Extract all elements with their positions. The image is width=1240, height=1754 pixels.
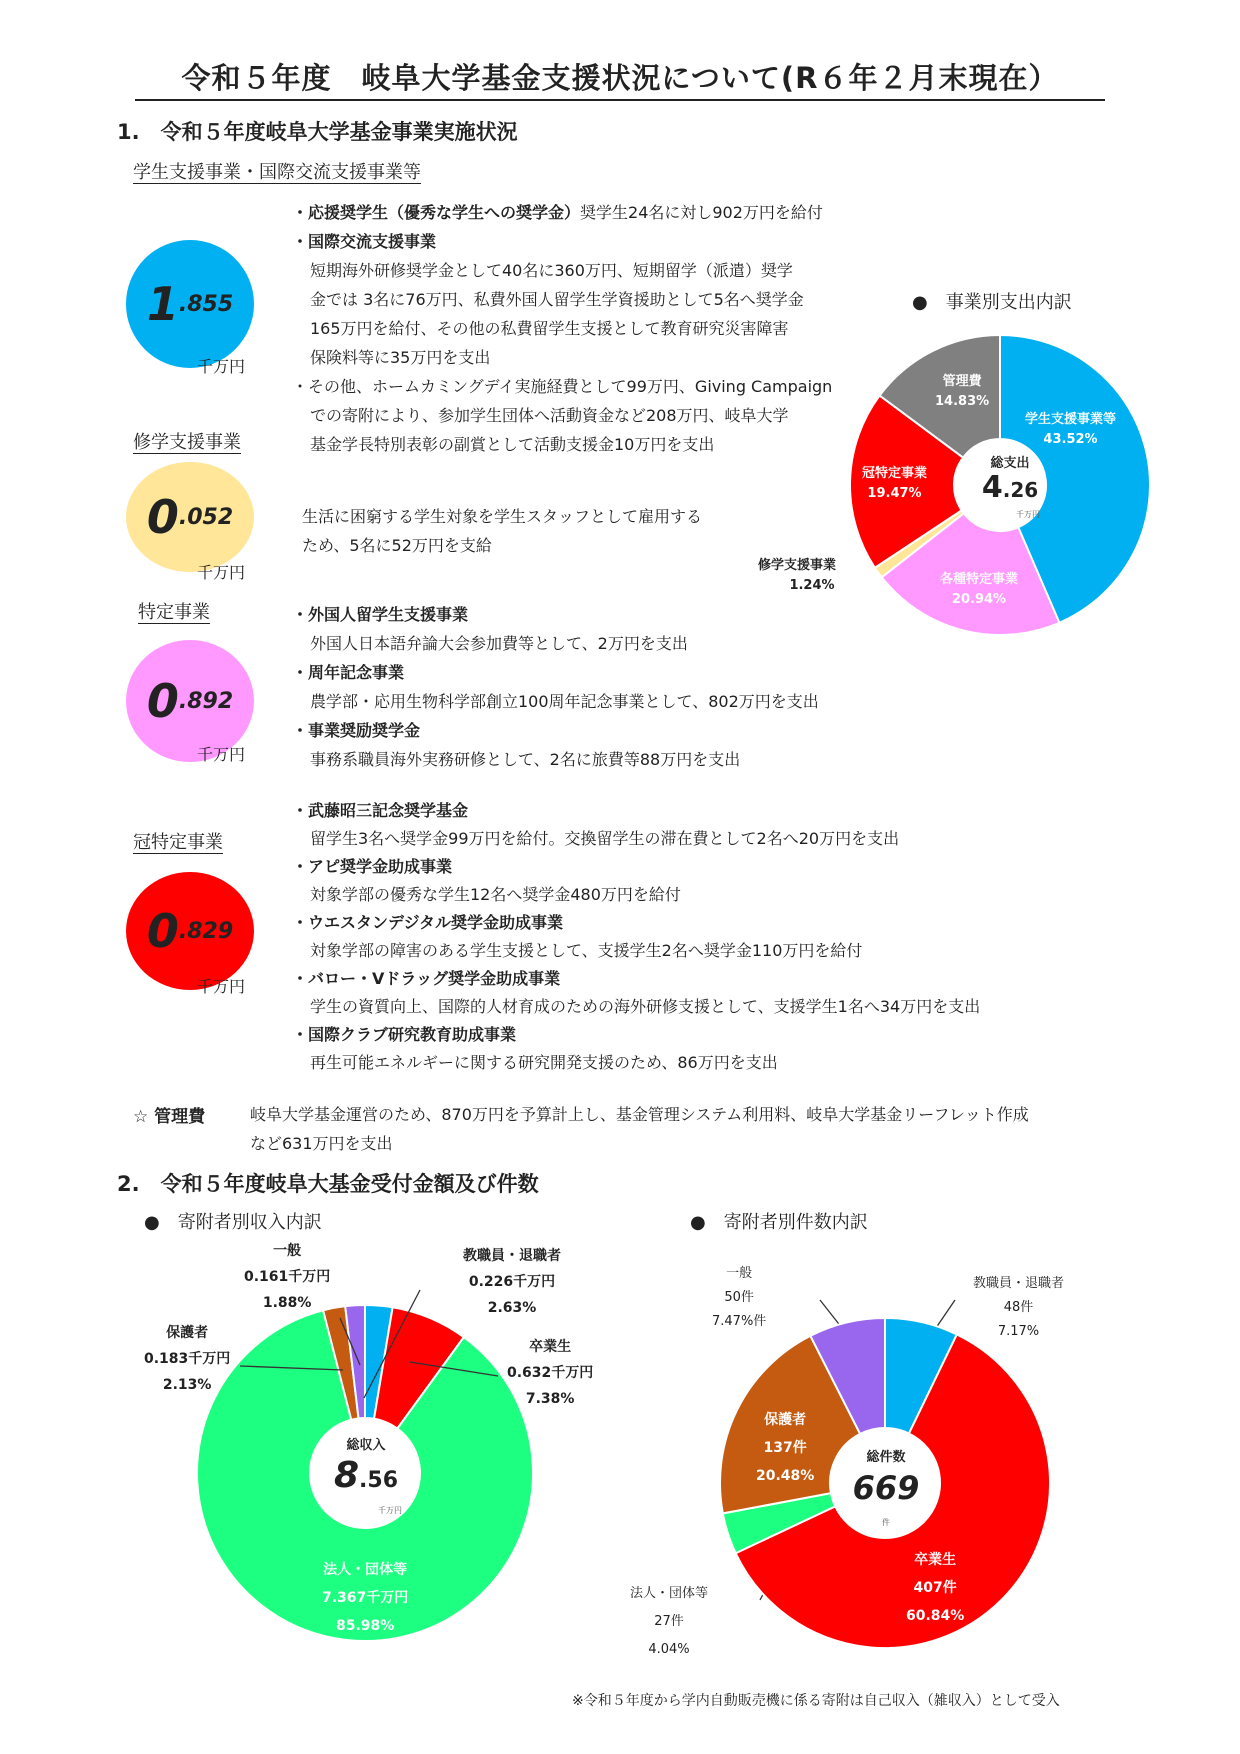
amount-unit: 千万円 [197,745,246,764]
section1-heading: 1. 令和５年度岐阜大学基金事業実施状況 [117,120,518,144]
chart-income-label-parents: 保護者 0.183千万円 2.13% [144,1325,231,1393]
chart-count-label-parents: 保護者 137件 20.48% [756,1412,815,1484]
detail-text: 165万円を給付、その他の私費留学生支援として教育研究災害障害 [310,319,789,338]
chart-expense-label-student: 学生支援事業等 43.52% [1025,412,1117,447]
chart-expense-label-admin: 管理費 14.83% [935,374,990,409]
specific-label: 特定事業 [138,602,210,623]
chart-expense-label-specific: 各種特定事業 20.94% [940,572,1019,607]
chart-income-label-alumni: 卒業生 0.632千万円 7.38% [507,1339,594,1407]
chart-count-label-general: 一般 50件 7.47%件 [712,1266,767,1329]
detail-text: 再生可能エネルギーに関する研究開発支援のため、86万円を支出 [310,1053,778,1072]
detail-heading: ・国際交流支援事業 [292,232,437,251]
chart-count-label-staff: 教職員・退職者 48件 7.17% [973,1276,1065,1339]
center-unit: 千万円 [378,1506,402,1515]
center-int: 669 [852,1469,920,1507]
detail-heading: ・国際クラブ研究教育助成事業 [292,1025,517,1044]
detail-heading: ・バロー・Vドラッグ奨学金助成事業 [292,969,561,988]
chart-expense-label-crown: 冠特定事業 19.47% [862,466,928,501]
chart-count-label-corp: 法人・団体等 27件 4.04% [630,1586,709,1657]
detail-text: 金では 3名に76万円、私費外国人留学生学資援助として5名へ奨学金 [310,290,804,309]
detail-heading: ・事業奨励奨学金 [292,721,421,740]
chart-income-center [316,1434,416,1516]
crown-label: 冠特定事業 [133,832,223,853]
amount-int: 0 [146,674,179,728]
detail-line: 生活に困窮する学生対象を学生スタッフとして雇用する [302,507,703,526]
detail-text: 対象学部の障害のある学生支援として、支援学生2名へ奨学金110万円を給付 [310,941,863,960]
amount-unit: 千万円 [197,357,246,376]
amount-dec: .052 [178,504,234,530]
chart-income-label-corp: 法人・団体等 7.367千万円 85.98% [322,1562,409,1634]
detail-text: 学生の資質向上、国際的人材育成のための海外研修支援として、支援学生1名へ34万円を支出 [310,997,981,1016]
center-unit: 件 [882,1518,890,1527]
center-int: 4 [981,470,1003,505]
detail-line: 岐阜大学基金運営のため、870万円を予算計上し、基金管理システム利用料、岐阜大学基金リーフレット作成 [250,1105,1029,1124]
page-title: 令和５年度 岐阜大学基金支援状況について(R６年２月末現在） [135,56,1105,101]
center-label: 総件数 [866,1450,906,1465]
center-label: 総収入 [346,1438,386,1453]
chart-count-title: ● 寄附者別件数内訳 [690,1212,868,1233]
detail-text: ・その他、ホームカミングデイ実施経費として99万円、Giving Campaign [292,377,833,396]
detail-text: 短期海外研修奨学金として40名に360万円、短期留学（派遣）奨学 [310,261,793,280]
amount-unit: 千万円 [197,977,246,996]
detail-line: など631万円を支出 [250,1134,393,1153]
detail-text: での寄附により、参加学生団体へ活動資金など208万円、岐阜大学 [310,406,789,425]
center-dec: .26 [1002,478,1039,502]
detail-text: 保険料等に35万円を支出 [310,348,491,367]
detail-heading: ・アピ奨学金助成事業 [292,857,453,876]
detail-text: 奨学生24名に対し902万円を給付 [580,203,823,222]
detail-text: 留学生3名へ奨学金99万円を給付。交換留学生の滞在費として2名へ20万円を支出 [310,829,900,848]
chart-expense-label-study: 修学支援事業 1.24% [758,558,837,593]
detail-text: 外国人日本語弁論大会参加費等として、2万円を支出 [310,634,688,653]
section2-heading: 2. 令和５年度岐阜大基金受付金額及び件数 [117,1172,539,1196]
amount-dec: .892 [178,688,234,714]
detail-heading: ・応援奨学生（優秀な学生への奨学金） [292,203,581,222]
amount-dec: .829 [178,918,234,944]
detail-text: 基金学長特別表彰の副賞として活動支援金10万円を支出 [310,435,715,454]
student-support-label: 学生支援事業・国際交流支援事業等 [133,162,421,183]
amount-unit: 千万円 [197,563,246,582]
detail-heading: ・周年記念事業 [292,663,405,682]
amount-int: 0 [146,904,179,958]
center-dec: .56 [359,1468,399,1493]
center-label: 総支出 [990,456,1030,471]
chart-income-title: ● 寄附者別収入内訳 [144,1212,322,1233]
detail-heading: ・武藤昭三記念奨学基金 [292,801,469,820]
chart-expense-title: ● 事業別支出内訳 [912,292,1072,313]
study-support-label: 修学支援事業 [133,432,241,453]
footnote: ※令和５年度から学内自動販売機に係る寄附は自己収入（雑収入）として受入 [572,1693,1060,1709]
center-unit: 千万円 [1016,510,1040,519]
detail-line: ため、5名に52万円を支給 [302,536,492,555]
detail-text: 事務系職員海外実務研修として、2名に旅費等88万円を支出 [310,750,741,769]
chart-income-label-general: 一般 0.161千万円 1.88% [244,1243,331,1311]
admin-label: ☆ 管理費 [133,1107,206,1127]
detail-heading: ・ウエスタンデジタル奨学金助成事業 [292,913,564,932]
center-int: 8 [333,1455,360,1496]
chart-income-label-staff: 教職員・退職者 0.226千万円 2.63% [463,1248,561,1316]
amount-int: 0 [146,490,179,544]
chart-count-label-alumni: 卒業生 407件 60.84% [906,1552,965,1624]
detail-text: 農学部・応用生物科学部創立100周年記念事業として、802万円を支出 [310,692,819,711]
detail-text: 対象学部の優秀な学生12名へ奨学金480万円を給付 [310,885,681,904]
amount-dec: .855 [178,291,234,317]
amount-int: 1 [146,277,179,331]
detail-heading: ・外国人留学生支援事業 [292,605,469,624]
chart-count-center [836,1446,936,1528]
